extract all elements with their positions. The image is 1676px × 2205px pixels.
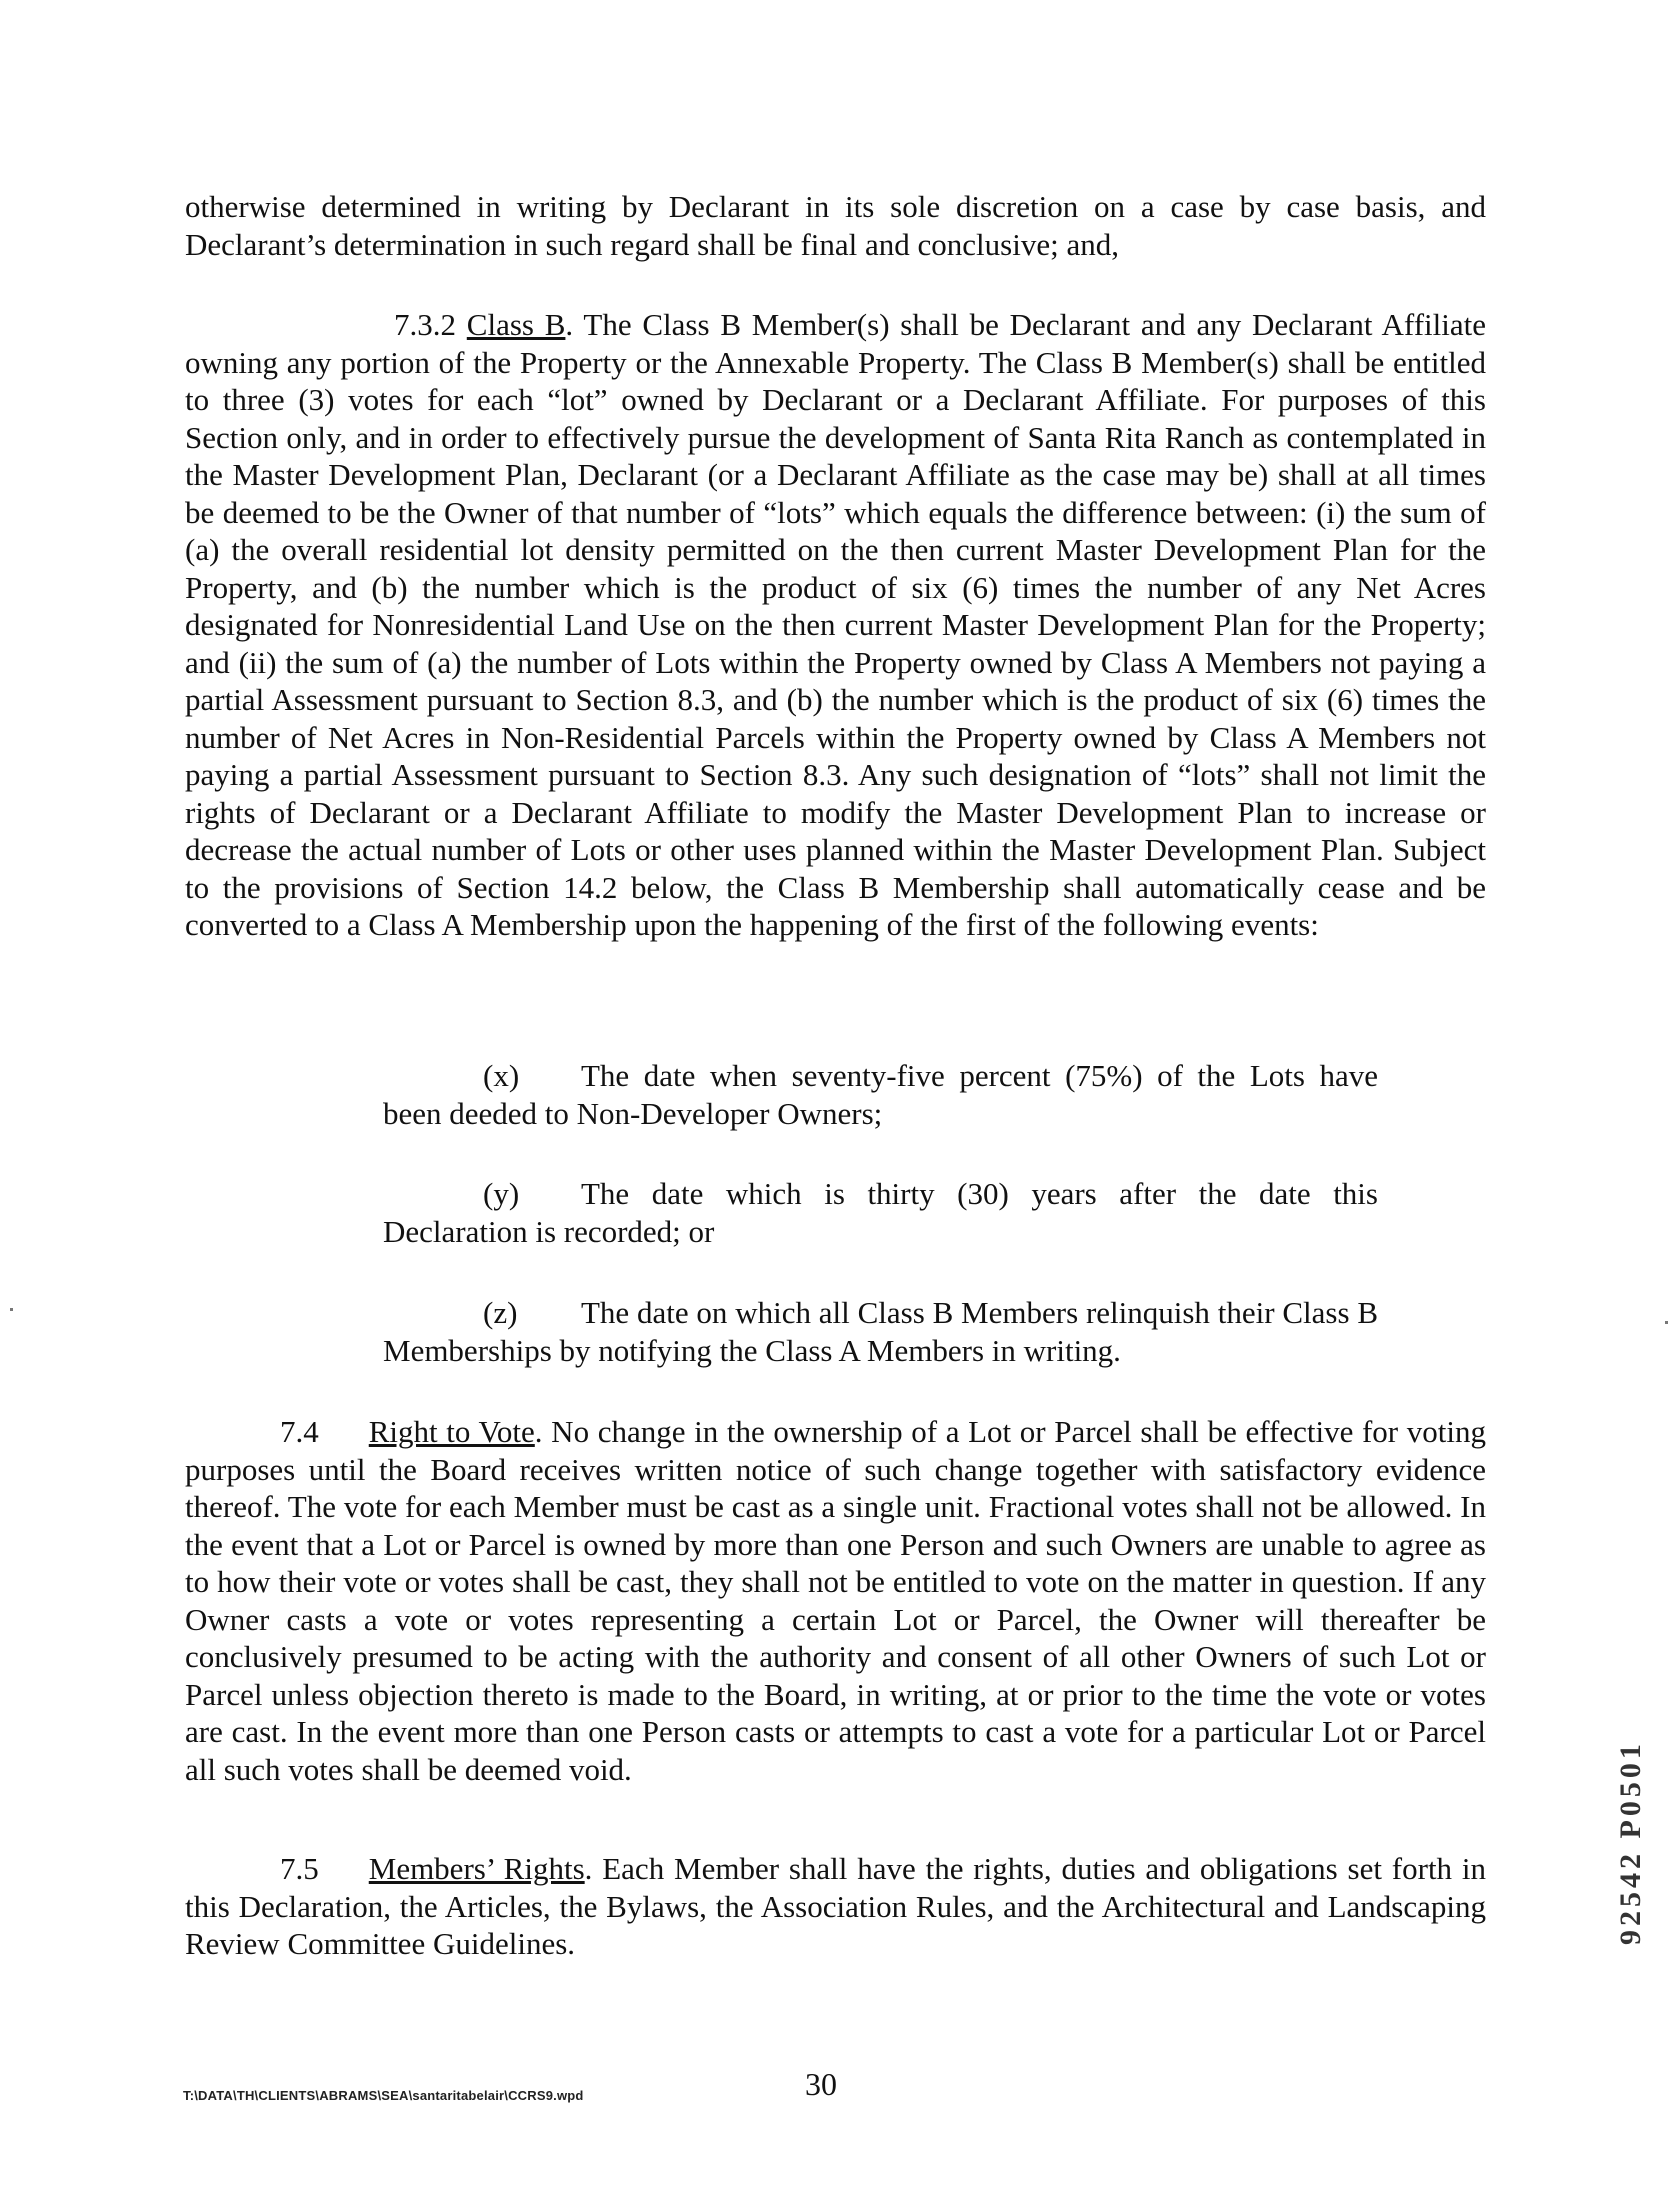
event-label: (z) xyxy=(483,1295,518,1330)
event-body: The date on which all Class B Members relinquish their Class B Memberships by notifying the Class A Members in writing. xyxy=(383,1295,1378,1368)
section-7-4 xyxy=(185,1413,1486,1788)
section-body: . Each Member shall have the rights, duties and obligations set forth in this Declaration, the Articles, the Bylaws, the Association Rules, and the Architectural and Landscaping Review Committee Guidelines. xyxy=(185,1851,1486,1961)
section-7-3-2 xyxy=(185,306,1486,944)
scan-speck xyxy=(1665,1321,1668,1324)
event-x xyxy=(383,1057,1378,1132)
section-heading: Right to Vote xyxy=(368,1414,535,1449)
section-number: 7.5 xyxy=(280,1851,319,1886)
event-label: (x) xyxy=(483,1058,520,1093)
section-body: . The Class B Member(s) shall be Declarant and any Declarant Affiliate owning any portion of the Property or the Annexable Property. The Class B Member(s) shall be entitled to three (3) votes for each “lot” owned by Declarant or a Declarant Affiliate. For purposes of this Section only, and in order to effectively pursue the development of Santa Rita Ranch as contemplated in the Master Development Plan, Declarant (or a Declarant Affiliate as the case may be) shall at all times be deemed to be the Owner of that number of “lots” which equals the difference between: (i) the sum of (a) the overall residential lot density permitted on the then current Master Development Plan for the Property, and (b) the number which is the product of six (6) times the number of any Net Acres designated for Nonresidential Land Use on the then current Master Development Plan for the Property; and (ii) the sum of (a) the number of Lots within the Property owned by Class A Members not paying a partial Assessment pursuant to Section 8.3, and (b) the number which is the product of six (6) times the number of Net Acres in Non-Residential Parcels within the Property owned by Class A Members not paying a partial Assessment pursuant to Section 8.3. Any such designation of “lots” shall not limit the rights of Declarant or a Declarant Affiliate to modify the Master Development Plan to increase or decrease the actual number of Lots or other uses planned within the Master Development Plan. Subject to the provisions of Section 14.2 below, the Class B Membership shall automatically cease and be converted to a Class A Membership upon the happening of the first of the following events: xyxy=(185,307,1486,942)
section-heading: Members’ Rights xyxy=(368,1851,585,1886)
section-7-5 xyxy=(185,1850,1486,1963)
event-body: The date which is thirty (30) years after the date this Declaration is recorded; or xyxy=(383,1176,1378,1249)
section-heading: Class B xyxy=(466,307,566,342)
event-label: (y) xyxy=(483,1176,520,1211)
section-number: 7.3.2 xyxy=(394,307,456,342)
scan-speck xyxy=(10,1308,13,1311)
event-y xyxy=(383,1175,1378,1250)
section-body: . No change in the ownership of a Lot or Parcel shall be effective for voting purposes until the Board receives written notice of such change together with satisfactory evidence thereof. The vote for each Member must be cast as a single unit. Fractional votes shall not be allowed. In the event that a Lot or Parcel is owned by more than one Person and such Owners are unable to agree as to how their vote or votes shall be cast, they shall not be entitled to vote on the matter in question. If any Owner casts a vote or votes representing a certain Lot or Parcel, the Owner will thereafter be conclusively presumed to be acting with the authority and consent of all other Owners of such Lot or Parcel unless objection thereto is made to the Board, in writing, at or prior to the time the vote or votes are cast. In the event more than one Person casts or attempts to cast a vote for a particular Lot or Parcel all such votes shall be deemed void. xyxy=(185,1414,1486,1787)
paragraph-continuation: otherwise determined in writing by Declarant in its sole discretion on a case by case basis, and Declarant’s determination in such regard shall be final and conclusive; and, xyxy=(185,189,1486,262)
section-number: 7.4 xyxy=(280,1414,319,1449)
footer-file-path: T:\DATA\TH\CLIENTS\ABRAMS\SEA\santaritabelair\CCRS9.wpd xyxy=(183,2088,584,2103)
event-z xyxy=(383,1294,1378,1369)
page-number: 30 xyxy=(805,2066,837,2102)
event-body: The date when seventy-five percent (75%) of the Lots have been deeded to Non-Developer Owners; xyxy=(383,1058,1378,1131)
recording-stamp: 92542 P0501 xyxy=(1614,1740,1647,1945)
